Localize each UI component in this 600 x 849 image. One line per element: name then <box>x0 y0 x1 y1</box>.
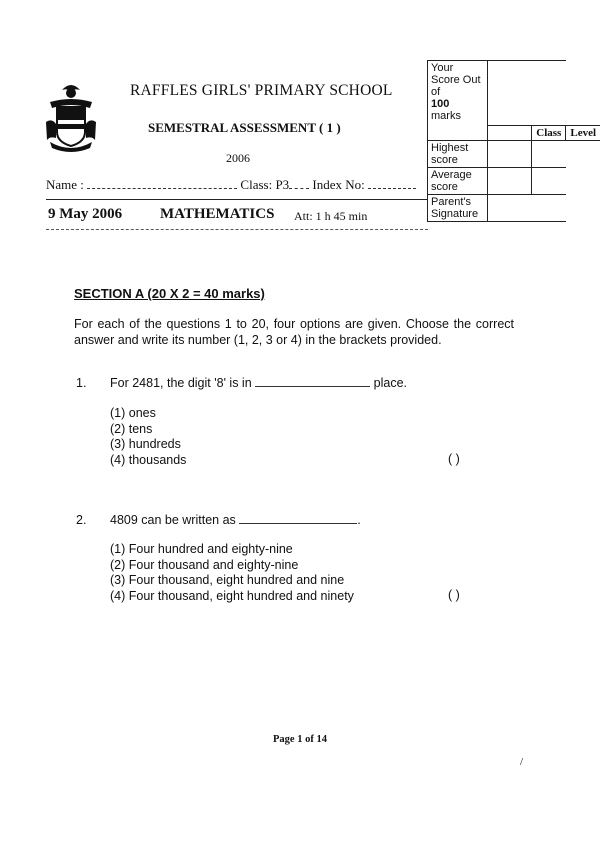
school-crest-logo <box>44 80 98 154</box>
your-score-label: Your Score Out of <box>431 62 481 98</box>
option-1: (1) ones <box>110 406 156 420</box>
index-field[interactable] <box>368 178 416 189</box>
level-column-header: Level <box>566 126 600 141</box>
marks-label: marks <box>431 110 461 122</box>
exam-date: 9 May 2006 <box>48 206 123 222</box>
option-3: (3) Four thousand, eight hundred and nine <box>110 573 345 587</box>
option-1: (1) Four hundred and eighty-nine <box>110 542 293 556</box>
option-3: (3) hundreds <box>110 437 181 451</box>
header-bottom-divider <box>46 229 428 230</box>
section-instructions: For each of the questions 1 to 20, four options are given. Choose the correct answer and write its number (1, 2, 3 or 4) in the brackets provided. <box>74 317 514 347</box>
question-text: 4809 can be written as . <box>110 513 361 527</box>
question-number: 1. <box>76 376 87 390</box>
page-number: Page 1 of 14 <box>273 734 327 745</box>
option-4: (4) thousands <box>110 452 187 467</box>
answer-blank <box>239 513 357 524</box>
parent-signature-cell[interactable] <box>487 195 566 222</box>
assessment-title: SEMESTRAL ASSESSMENT ( 1 ) <box>148 120 341 135</box>
class-column-header: Class <box>532 126 566 141</box>
options-list <box>110 542 354 604</box>
name-field[interactable] <box>87 178 237 189</box>
highest-score-label: Highest score <box>428 141 488 168</box>
class-field[interactable] <box>289 178 309 189</box>
question-text: For 2481, the digit '8' is in place. <box>110 376 407 390</box>
score-value-cell[interactable] <box>487 61 566 126</box>
assessment-year: 2006 <box>226 151 250 165</box>
average-class-cell[interactable] <box>487 168 532 195</box>
name-label: Name : <box>46 177 84 192</box>
school-name: RAFFLES GIRLS' PRIMARY SCHOOL <box>130 82 393 99</box>
header-divider <box>46 199 428 200</box>
section-title: SECTION A (20 X 2 = 40 marks) <box>74 286 265 301</box>
index-label: Index No: <box>312 177 365 192</box>
exam-duration: Att: 1 h 45 min <box>294 209 368 223</box>
options-list <box>110 406 186 468</box>
option-4: (4) Four thousand, eight hundred and ninety <box>110 588 354 603</box>
option-2: (2) Four thousand and eighty-nine <box>110 557 299 572</box>
answer-blank <box>255 376 370 387</box>
subject-title: MATHEMATICS <box>160 206 275 222</box>
student-details-line <box>46 177 416 193</box>
average-level-cell[interactable] <box>532 168 566 195</box>
stray-mark: / <box>520 756 524 768</box>
average-score-label: Average score <box>428 168 488 195</box>
answer-bracket[interactable]: ( ) <box>448 588 460 602</box>
parent-signature-label: Parent's Signature <box>428 195 488 222</box>
score-label-cell <box>428 61 488 141</box>
highest-class-cell[interactable] <box>487 141 532 168</box>
class-label: Class: P3 <box>240 177 290 192</box>
highest-level-cell[interactable] <box>532 141 566 168</box>
option-2: (2) tens <box>110 421 153 436</box>
score-total: 100 <box>431 98 450 110</box>
question-number: 2. <box>76 513 87 527</box>
answer-bracket[interactable]: ( ) <box>448 452 460 466</box>
score-table <box>427 60 600 222</box>
